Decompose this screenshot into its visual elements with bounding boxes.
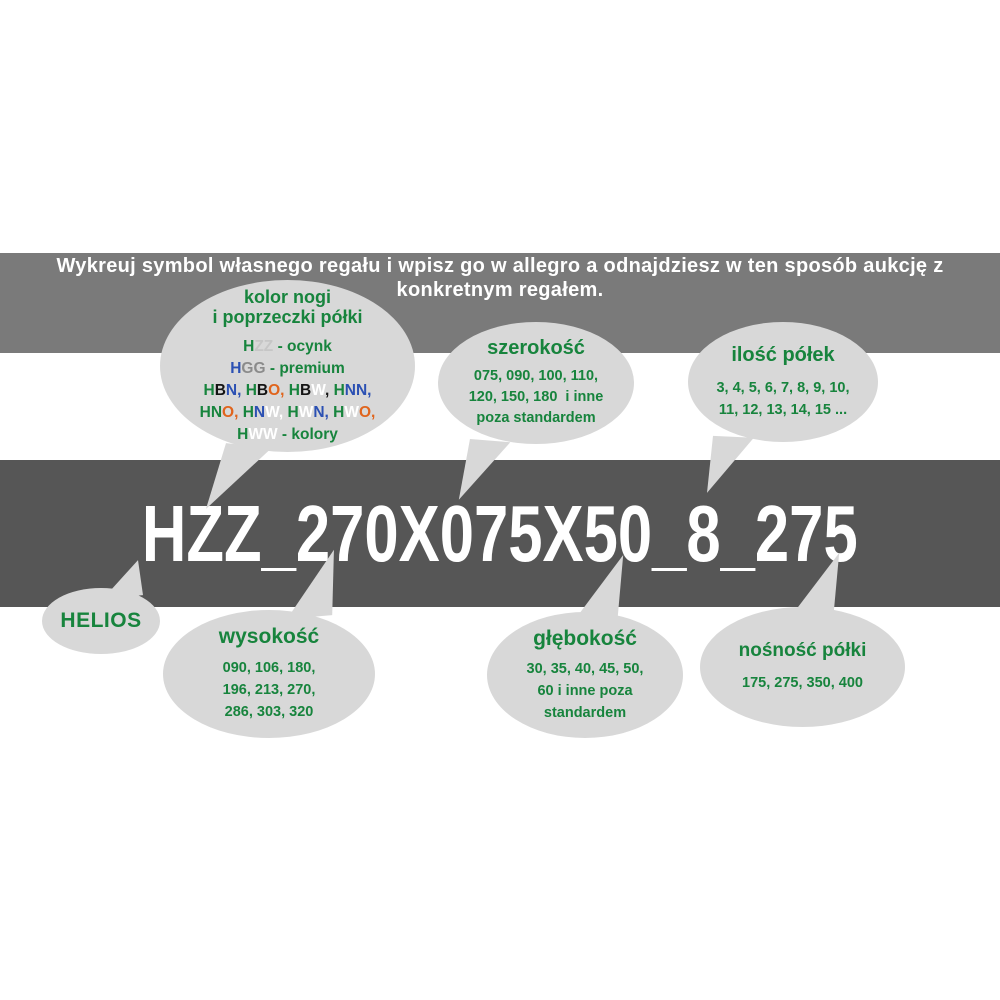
bubble-glebokosc [487,612,683,738]
bubble-szerokosc [438,322,634,444]
bubble-ilosc-polek [688,322,878,442]
wysokosc-values-line2: 196, 213, 270, [222,682,316,698]
bubble-nosnosc-title: nośność półki [738,640,867,661]
bubble-wysokosc [163,610,375,738]
szerokosc-values-line3: poza standardem [476,410,596,426]
bubble-kolor-title-line2: i poprzeczki półki [212,306,363,327]
szerokosc-values-line1: 075, 090, 100, 110, [473,368,599,384]
color-code-line-4: HNO, HNW, HWN, HWO, [199,403,376,421]
bubble-nosnosc-polki [700,607,905,727]
color-code-line-2: HGG - premium [230,359,345,377]
header-line-1: Wykreuj symbol własnego regału i wpisz go w allegro a odnajdziesz w ten sposób aukcję z [56,255,944,277]
szerokosc-values-line2: 120, 150, 180 i inne [468,389,604,405]
product-symbol: HZZ_270X075X50_8_275 [142,488,858,578]
color-code-line-1: HZZ - ocynk [243,337,332,355]
wysokosc-values-line1: 090, 106, 180, [222,660,316,676]
bubble-kolor-nogi [160,280,415,452]
nosnosc-values-line1: 175, 275, 350, 400 [742,675,863,691]
bubble-kolor-title [212,287,362,327]
bubble-wysokosc-title: wysokość [218,625,320,648]
symbol-band [0,460,1000,607]
ilosc-values-line2: 11, 12, 13, 14, 15 ... [718,401,848,418]
helios-brand-label: HELIOS [60,609,142,632]
bubble-helios [42,588,160,654]
bubble-szerokosc-title: szerokość [487,337,585,359]
header-line-2: konkretnym regałem. [396,279,604,301]
glebokosc-values-line2: 60 i inne poza [537,682,633,699]
glebokosc-values-line1: 30, 35, 40, 45, 50, [526,660,644,677]
color-code-line-5: HWW - kolory [237,425,338,443]
bubble-glebokosc-title: głębokość [533,626,637,650]
glebokosc-values-line3: standardem [543,704,627,721]
bubble-kolor-title-line1: kolor nogi [244,286,331,307]
ilosc-values-line1: 3, 4, 5, 6, 7, 8, 9, 10, [716,379,850,396]
header-text [0,254,1000,302]
color-code-line-3: HBN, HBO, HBW, HNN, [203,381,372,399]
bubble-ilosc-title: ilość półek [731,343,835,366]
wysokosc-values-line3: 286, 303, 320 [224,704,314,720]
